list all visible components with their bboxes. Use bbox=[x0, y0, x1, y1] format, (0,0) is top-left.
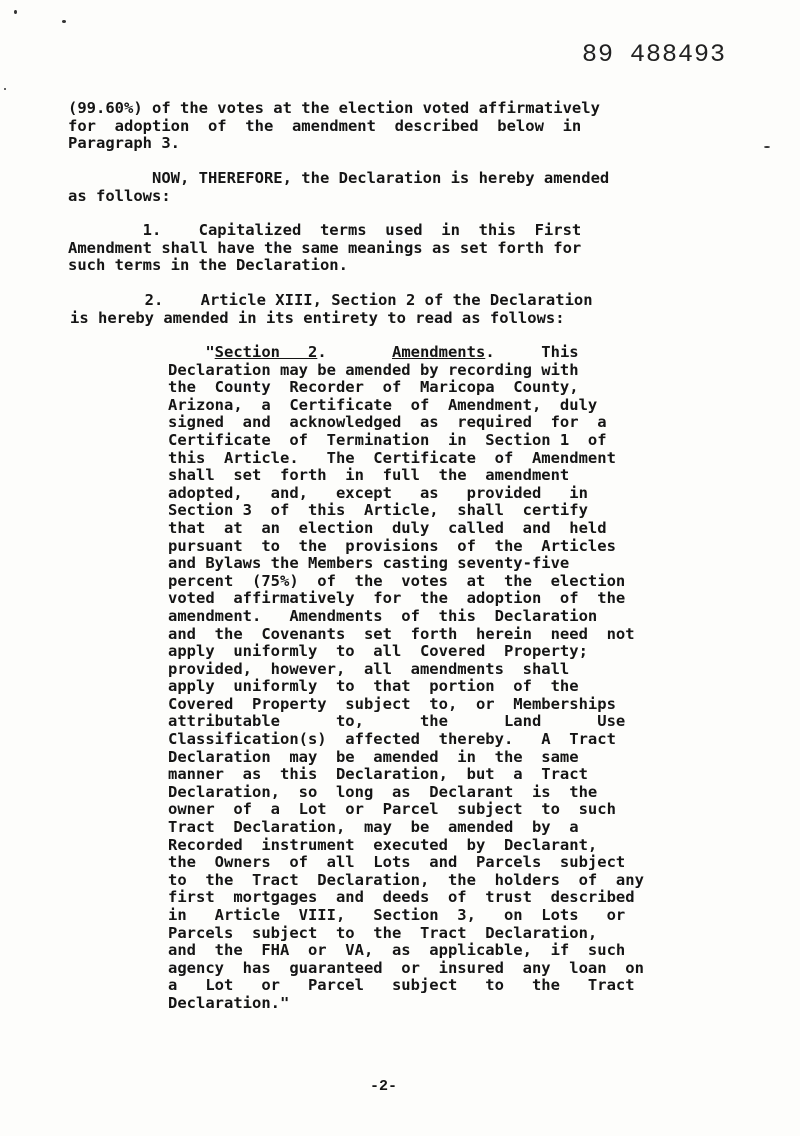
section-label: Section 2 bbox=[214, 343, 318, 361]
scan-speck bbox=[62, 20, 66, 23]
scan-speck bbox=[4, 88, 6, 90]
page-number: -2- bbox=[370, 1078, 398, 1095]
section-text: Declaration may be amended by recording with the County Recorder of Maricopa County, Arizona, a Certificate of Amendment, duly signed and acknowledged as required for a Certificate of Termination in Section 1 of this Article. The Certificate of Amendment shall set forth in full the amendment adopted, and, except as provided in Section 3 of this Article, shall certify that at an election duly called and held pursuant to the provisions of the Articles and Bylaws the Members casting seventy-five percent (75%) of the votes at the election voted affirmatively for the adoption of the amendment. Amendments of this Declaration and the Covenants set forth herein need not apply uniformly to all Covered Property; provided, however, all amendments shall apply uniformly to that portion of the Covered Property subject to, or Memberships attributable to, the Land Use Classification(s) affected thereby. A Tract Declaration may be amended in the same manner as this Declaration, but a Tract Declaration, so long as Declarant is the owner of a Lot or Parcel subject to such Tract Declaration, may be amended by a Recorded instrument executed by Declarant, the Owners of all Lots and Parcels subject to the Tract Declaration, the holders of any first mortgages and deeds of trust described in Article VIII, Section 3, on Lots or Parcels subject to the Tract Declaration, and the FHA or VA, as applicable, if such agency has guaranteed or insured any loan on a Lot or Parcel subject to the Tract Declaration." bbox=[168, 360, 644, 1012]
quoted-section-2 bbox=[168, 344, 644, 1013]
quote-open: " bbox=[168, 343, 215, 361]
scan-speck bbox=[14, 10, 17, 14]
document-number: 89 488493 bbox=[582, 40, 727, 69]
now-therefore-paragraph: NOW, THEREFORE, the Declaration is hereby amended as follows: bbox=[68, 169, 610, 205]
section-separator: . bbox=[317, 343, 392, 361]
scan-speck bbox=[764, 146, 770, 148]
paragraph-continuation: (99.60%) of the votes at the election voted affirmatively for adoption of the amendment described below in Paragraph 3. bbox=[68, 99, 600, 153]
item-1-paragraph: 1. Capitalized terms used in this First Amendment shall have the same meanings as set forth for such terms in the Declaration. bbox=[68, 221, 582, 275]
item-2-paragraph: 2. Article XIII, Section 2 of the Declaration is hereby amended in its entirety to read as follows: bbox=[70, 291, 593, 327]
section-intro-rest: . This bbox=[485, 343, 579, 361]
amendments-label: Amendments bbox=[391, 343, 486, 361]
